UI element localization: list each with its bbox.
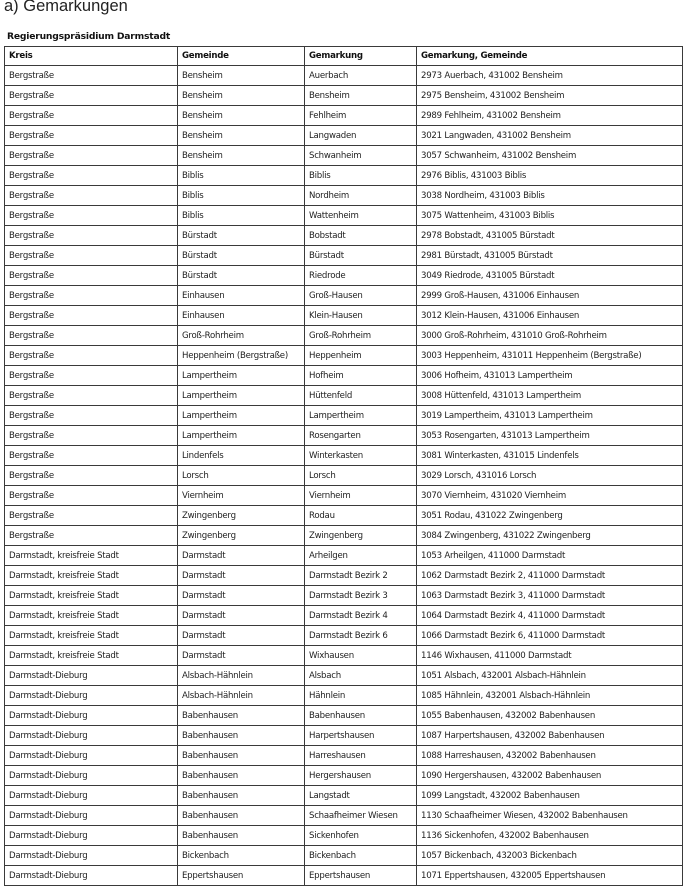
cell-gemarkung: Riedrode <box>305 266 417 286</box>
table-body <box>5 66 683 886</box>
cell-gemarkung: Zwingenberg <box>305 526 417 546</box>
cell-gemarkung-gemeinde: 1130 Schaafheimer Wiesen, 432002 Babenhausen <box>417 806 683 826</box>
table-row <box>5 186 683 206</box>
cell-gemarkung: Lorsch <box>305 466 417 486</box>
cell-kreis: Bergstraße <box>5 386 178 406</box>
table-row <box>5 786 683 806</box>
cell-gemarkung-gemeinde: 3084 Zwingenberg, 431022 Zwingenberg <box>417 526 683 546</box>
cell-gemeinde: Biblis <box>178 166 305 186</box>
cell-gemeinde: Biblis <box>178 206 305 226</box>
cell-gemarkung: Darmstadt Bezirk 3 <box>305 586 417 606</box>
cell-gemeinde: Bensheim <box>178 66 305 86</box>
cell-kreis: Bergstraße <box>5 226 178 246</box>
cell-gemeinde: Babenhausen <box>178 766 305 786</box>
cell-gemarkung-gemeinde: 1057 Bickenbach, 432003 Bickenbach <box>417 846 683 866</box>
cell-gemarkung: Heppenheim <box>305 346 417 366</box>
cell-gemeinde: Bensheim <box>178 86 305 106</box>
cell-gemarkung-gemeinde: 2973 Auerbach, 431002 Bensheim <box>417 66 683 86</box>
table-header-row <box>5 47 683 66</box>
cell-kreis: Darmstadt, kreisfreie Stadt <box>5 646 178 666</box>
cell-kreis: Bergstraße <box>5 406 178 426</box>
cell-gemarkung: Lampertheim <box>305 406 417 426</box>
cell-kreis: Darmstadt-Dieburg <box>5 846 178 866</box>
cell-kreis: Darmstadt, kreisfreie Stadt <box>5 586 178 606</box>
cell-gemarkung: Bobstadt <box>305 226 417 246</box>
cell-gemarkung-gemeinde: 1090 Hergershausen, 432002 Babenhausen <box>417 766 683 786</box>
cell-gemarkung: Bensheim <box>305 86 417 106</box>
table-row <box>5 826 683 846</box>
cell-gemarkung: Harpertshausen <box>305 726 417 746</box>
table-row <box>5 666 683 686</box>
cell-kreis: Bergstraße <box>5 286 178 306</box>
cell-gemeinde: Zwingenberg <box>178 526 305 546</box>
cell-gemarkung: Hergershausen <box>305 766 417 786</box>
table-row <box>5 446 683 466</box>
cell-kreis: Bergstraße <box>5 466 178 486</box>
cell-kreis: Bergstraße <box>5 246 178 266</box>
table-row <box>5 486 683 506</box>
cell-gemarkung-gemeinde: 1055 Babenhausen, 432002 Babenhausen <box>417 706 683 726</box>
cell-gemarkung: Winterkasten <box>305 446 417 466</box>
cell-gemarkung: Schwanheim <box>305 146 417 166</box>
cell-kreis: Bergstraße <box>5 106 178 126</box>
cell-gemarkung-gemeinde: 1136 Sickenhofen, 432002 Babenhausen <box>417 826 683 846</box>
table-row <box>5 766 683 786</box>
cell-kreis: Darmstadt-Dieburg <box>5 766 178 786</box>
cell-gemeinde: Bensheim <box>178 106 305 126</box>
cell-gemarkung: Arheilgen <box>305 546 417 566</box>
cell-gemarkung-gemeinde: 3008 Hüttenfeld, 431013 Lampertheim <box>417 386 683 406</box>
cell-gemeinde: Babenhausen <box>178 726 305 746</box>
table-row <box>5 586 683 606</box>
authority-subheading: Regierungspräsidium Darmstadt <box>7 31 171 42</box>
cell-gemeinde: Alsbach-Hähnlein <box>178 666 305 686</box>
table-row <box>5 466 683 486</box>
cell-gemarkung: Harreshausen <box>305 746 417 766</box>
cell-gemeinde: Lampertheim <box>178 426 305 446</box>
table-row <box>5 86 683 106</box>
cell-gemarkung-gemeinde: 3081 Winterkasten, 431015 Lindenfels <box>417 446 683 466</box>
table-row <box>5 706 683 726</box>
cell-gemarkung: Sickenhofen <box>305 826 417 846</box>
table-row <box>5 506 683 526</box>
table-row <box>5 606 683 626</box>
cell-gemarkung: Rosengarten <box>305 426 417 446</box>
cell-gemeinde: Lampertheim <box>178 386 305 406</box>
cell-gemeinde: Lorsch <box>178 466 305 486</box>
cell-gemarkung-gemeinde: 3006 Hofheim, 431013 Lampertheim <box>417 366 683 386</box>
cell-gemeinde: Zwingenberg <box>178 506 305 526</box>
table-row <box>5 866 683 886</box>
cell-gemarkung: Babenhausen <box>305 706 417 726</box>
cell-gemeinde: Darmstadt <box>178 606 305 626</box>
gemarkungen-table <box>4 46 683 886</box>
cell-gemeinde: Einhausen <box>178 306 305 326</box>
cell-gemarkung: Groß-Rohrheim <box>305 326 417 346</box>
cell-gemarkung-gemeinde: 2989 Fehlheim, 431002 Bensheim <box>417 106 683 126</box>
cell-kreis: Bergstraße <box>5 186 178 206</box>
cell-gemarkung: Langstadt <box>305 786 417 806</box>
table-row <box>5 726 683 746</box>
cell-gemeinde: Bensheim <box>178 126 305 146</box>
cell-gemarkung: Klein-Hausen <box>305 306 417 326</box>
cell-gemarkung-gemeinde: 3049 Riedrode, 431005 Bürstadt <box>417 266 683 286</box>
cell-kreis: Bergstraße <box>5 326 178 346</box>
cell-gemarkung: Wattenheim <box>305 206 417 226</box>
cell-gemeinde: Babenhausen <box>178 746 305 766</box>
cell-kreis: Darmstadt, kreisfreie Stadt <box>5 626 178 646</box>
cell-gemarkung-gemeinde: 1053 Arheilgen, 411000 Darmstadt <box>417 546 683 566</box>
cell-kreis: Darmstadt-Dieburg <box>5 826 178 846</box>
cell-gemarkung: Eppertshausen <box>305 866 417 886</box>
table-row <box>5 326 683 346</box>
table-row <box>5 266 683 286</box>
cell-gemeinde: Lampertheim <box>178 406 305 426</box>
cell-gemarkung-gemeinde: 1088 Harreshausen, 432002 Babenhausen <box>417 746 683 766</box>
column-header-gemeinde: Gemeinde <box>178 47 305 66</box>
cell-gemarkung: Hüttenfeld <box>305 386 417 406</box>
cell-kreis: Bergstraße <box>5 206 178 226</box>
cell-gemarkung-gemeinde: 2976 Biblis, 431003 Biblis <box>417 166 683 186</box>
cell-gemarkung-gemeinde: 1087 Harpertshausen, 432002 Babenhausen <box>417 726 683 746</box>
cell-gemarkung: Darmstadt Bezirk 4 <box>305 606 417 626</box>
table-row <box>5 746 683 766</box>
cell-gemeinde: Bürstadt <box>178 266 305 286</box>
cell-kreis: Bergstraße <box>5 366 178 386</box>
cell-kreis: Bergstraße <box>5 426 178 446</box>
cell-gemarkung: Groß-Hausen <box>305 286 417 306</box>
cell-kreis: Darmstadt, kreisfreie Stadt <box>5 546 178 566</box>
cell-gemarkung: Wixhausen <box>305 646 417 666</box>
table-row <box>5 106 683 126</box>
cell-kreis: Bergstraße <box>5 66 178 86</box>
cell-kreis: Bergstraße <box>5 526 178 546</box>
cell-gemarkung-gemeinde: 1066 Darmstadt Bezirk 6, 411000 Darmstadt <box>417 626 683 646</box>
cell-gemarkung: Fehlheim <box>305 106 417 126</box>
table-row <box>5 846 683 866</box>
cell-gemarkung-gemeinde: 1063 Darmstadt Bezirk 3, 411000 Darmstadt <box>417 586 683 606</box>
cell-gemarkung: Alsbach <box>305 666 417 686</box>
cell-gemarkung-gemeinde: 3038 Nordheim, 431003 Biblis <box>417 186 683 206</box>
cell-kreis: Bergstraße <box>5 486 178 506</box>
cell-gemeinde: Babenhausen <box>178 806 305 826</box>
cell-gemarkung: Viernheim <box>305 486 417 506</box>
cell-gemeinde: Viernheim <box>178 486 305 506</box>
cell-gemarkung: Langwaden <box>305 126 417 146</box>
cell-kreis: Bergstraße <box>5 126 178 146</box>
cell-gemarkung: Rodau <box>305 506 417 526</box>
cell-kreis: Bergstraße <box>5 266 178 286</box>
cell-kreis: Darmstadt-Dieburg <box>5 686 178 706</box>
cell-gemarkung-gemeinde: 3057 Schwanheim, 431002 Bensheim <box>417 146 683 166</box>
table-row <box>5 526 683 546</box>
cell-gemeinde: Darmstadt <box>178 586 305 606</box>
cell-kreis: Darmstadt, kreisfreie Stadt <box>5 606 178 626</box>
table-row <box>5 626 683 646</box>
column-header-gemarkung: Gemarkung <box>305 47 417 66</box>
table-row <box>5 566 683 586</box>
cell-gemarkung: Nordheim <box>305 186 417 206</box>
section-heading: a) Gemarkungen <box>4 0 128 15</box>
cell-gemarkung-gemeinde: 3070 Viernheim, 431020 Viernheim <box>417 486 683 506</box>
cell-gemeinde: Eppertshausen <box>178 866 305 886</box>
cell-gemarkung-gemeinde: 2978 Bobstadt, 431005 Bürstadt <box>417 226 683 246</box>
cell-gemarkung-gemeinde: 3053 Rosengarten, 431013 Lampertheim <box>417 426 683 446</box>
cell-gemarkung: Bürstadt <box>305 246 417 266</box>
cell-gemeinde: Babenhausen <box>178 706 305 726</box>
cell-gemarkung-gemeinde: 1099 Langstadt, 432002 Babenhausen <box>417 786 683 806</box>
cell-gemeinde: Darmstadt <box>178 546 305 566</box>
table-row <box>5 246 683 266</box>
cell-gemarkung-gemeinde: 2975 Bensheim, 431002 Bensheim <box>417 86 683 106</box>
cell-gemarkung: Darmstadt Bezirk 6 <box>305 626 417 646</box>
cell-gemeinde: Darmstadt <box>178 646 305 666</box>
cell-gemeinde: Lampertheim <box>178 366 305 386</box>
cell-gemarkung-gemeinde: 1146 Wixhausen, 411000 Darmstadt <box>417 646 683 666</box>
cell-gemeinde: Lindenfels <box>178 446 305 466</box>
cell-gemarkung-gemeinde: 1051 Alsbach, 432001 Alsbach-Hähnlein <box>417 666 683 686</box>
cell-gemarkung-gemeinde: 1064 Darmstadt Bezirk 4, 411000 Darmstadt <box>417 606 683 626</box>
table-row <box>5 226 683 246</box>
cell-kreis: Bergstraße <box>5 306 178 326</box>
cell-kreis: Bergstraße <box>5 346 178 366</box>
column-header-kreis: Kreis <box>5 47 178 66</box>
table-row <box>5 166 683 186</box>
table-row <box>5 646 683 666</box>
cell-gemarkung-gemeinde: 3075 Wattenheim, 431003 Biblis <box>417 206 683 226</box>
table-row <box>5 686 683 706</box>
cell-gemeinde: Groß-Rohrheim <box>178 326 305 346</box>
cell-gemarkung: Darmstadt Bezirk 2 <box>305 566 417 586</box>
cell-gemarkung-gemeinde: 1062 Darmstadt Bezirk 2, 411000 Darmstadt <box>417 566 683 586</box>
cell-kreis: Darmstadt-Dieburg <box>5 666 178 686</box>
cell-gemeinde: Biblis <box>178 186 305 206</box>
table-row <box>5 346 683 366</box>
cell-kreis: Darmstadt-Dieburg <box>5 746 178 766</box>
table-row <box>5 126 683 146</box>
cell-kreis: Bergstraße <box>5 506 178 526</box>
cell-gemarkung-gemeinde: 1071 Eppertshausen, 432005 Eppertshausen <box>417 866 683 886</box>
cell-kreis: Bergstraße <box>5 86 178 106</box>
cell-gemeinde: Darmstadt <box>178 626 305 646</box>
cell-kreis: Darmstadt, kreisfreie Stadt <box>5 566 178 586</box>
cell-gemarkung-gemeinde: 3019 Lampertheim, 431013 Lampertheim <box>417 406 683 426</box>
cell-gemarkung-gemeinde: 3021 Langwaden, 431002 Bensheim <box>417 126 683 146</box>
cell-gemarkung-gemeinde: 3003 Heppenheim, 431011 Heppenheim (Bergstraße) <box>417 346 683 366</box>
cell-kreis: Darmstadt-Dieburg <box>5 866 178 886</box>
cell-gemarkung: Biblis <box>305 166 417 186</box>
cell-gemeinde: Bickenbach <box>178 846 305 866</box>
cell-kreis: Bergstraße <box>5 166 178 186</box>
cell-gemarkung: Hähnlein <box>305 686 417 706</box>
cell-kreis: Bergstraße <box>5 146 178 166</box>
table-row <box>5 426 683 446</box>
table-row <box>5 806 683 826</box>
table-row <box>5 286 683 306</box>
cell-gemarkung-gemeinde: 2981 Bürstadt, 431005 Bürstadt <box>417 246 683 266</box>
cell-kreis: Darmstadt-Dieburg <box>5 806 178 826</box>
cell-gemeinde: Babenhausen <box>178 786 305 806</box>
cell-gemeinde: Einhausen <box>178 286 305 306</box>
cell-gemarkung-gemeinde: 3051 Rodau, 431022 Zwingenberg <box>417 506 683 526</box>
cell-gemarkung-gemeinde: 2999 Groß-Hausen, 431006 Einhausen <box>417 286 683 306</box>
cell-kreis: Darmstadt-Dieburg <box>5 726 178 746</box>
cell-gemarkung-gemeinde: 3000 Groß-Rohrheim, 431010 Groß-Rohrheim <box>417 326 683 346</box>
cell-gemeinde: Alsbach-Hähnlein <box>178 686 305 706</box>
cell-kreis: Darmstadt-Dieburg <box>5 706 178 726</box>
column-header-gemarkung-gemeinde: Gemarkung, Gemeinde <box>417 47 683 66</box>
cell-gemarkung: Auerbach <box>305 66 417 86</box>
table-row <box>5 66 683 86</box>
cell-gemeinde: Bensheim <box>178 146 305 166</box>
table-row <box>5 386 683 406</box>
cell-gemarkung: Hofheim <box>305 366 417 386</box>
cell-gemarkung-gemeinde: 3029 Lorsch, 431016 Lorsch <box>417 466 683 486</box>
table-row <box>5 366 683 386</box>
cell-kreis: Darmstadt-Dieburg <box>5 786 178 806</box>
cell-gemeinde: Bürstadt <box>178 226 305 246</box>
cell-gemarkung: Bickenbach <box>305 846 417 866</box>
cell-gemeinde: Bürstadt <box>178 246 305 266</box>
table-row <box>5 306 683 326</box>
table-row <box>5 546 683 566</box>
table-row <box>5 206 683 226</box>
cell-gemeinde: Heppenheim (Bergstraße) <box>178 346 305 366</box>
table-row <box>5 146 683 166</box>
cell-gemeinde: Babenhausen <box>178 826 305 846</box>
cell-gemarkung-gemeinde: 3012 Klein-Hausen, 431006 Einhausen <box>417 306 683 326</box>
cell-gemeinde: Darmstadt <box>178 566 305 586</box>
cell-kreis: Bergstraße <box>5 446 178 466</box>
cell-gemarkung: Schaafheimer Wiesen <box>305 806 417 826</box>
table-row <box>5 406 683 426</box>
cell-gemarkung-gemeinde: 1085 Hähnlein, 432001 Alsbach-Hähnlein <box>417 686 683 706</box>
